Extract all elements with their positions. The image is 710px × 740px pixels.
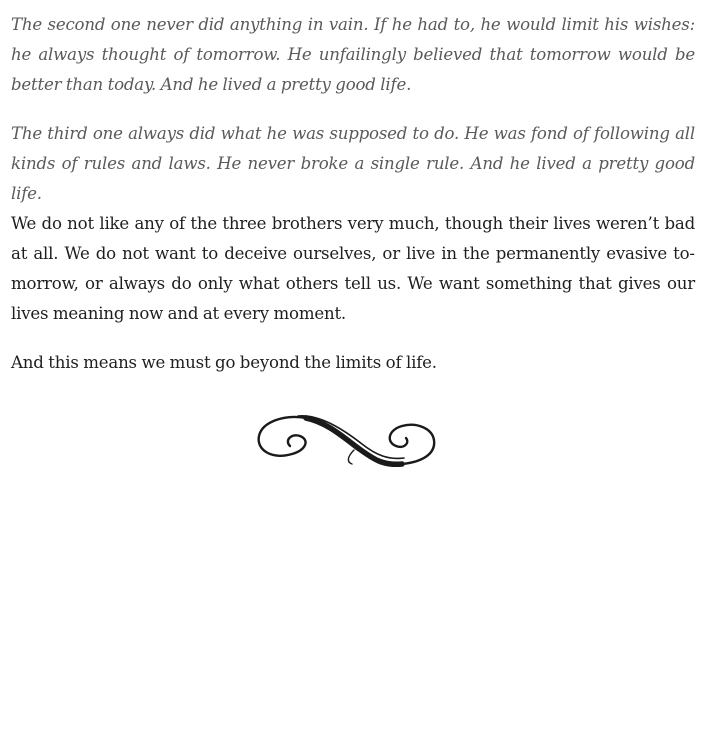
paragraph-second-brother: The second one never did anything in vain. If he had to, he would limit his wishes: he always thought of tomorrow. He unfailingly believed that tomorrow would be better than today. And he lived a pretty good life. bbox=[11, 15, 695, 94]
flourish-divider-icon bbox=[254, 410, 438, 470]
reading-page bbox=[11, 10, 695, 378]
paragraph-third-brother: The third one always did what he was supposed to do. He was fond of following all kinds of rules and laws. He never broke a single rule. And he lived a pretty good life. bbox=[11, 124, 695, 203]
paragraph-beyond-limits: And this means we must go beyond the limits of life. bbox=[11, 353, 437, 372]
paragraph-three-brothers-reflection: We do not like any of the three brothers very much, though their lives weren’t bad at all. We do not want to deceive ourselves, or live in the permanently evasive tomorrow, or always do only what others tell us. We want something that gives our lives meaning now and at every moment. bbox=[11, 214, 695, 323]
